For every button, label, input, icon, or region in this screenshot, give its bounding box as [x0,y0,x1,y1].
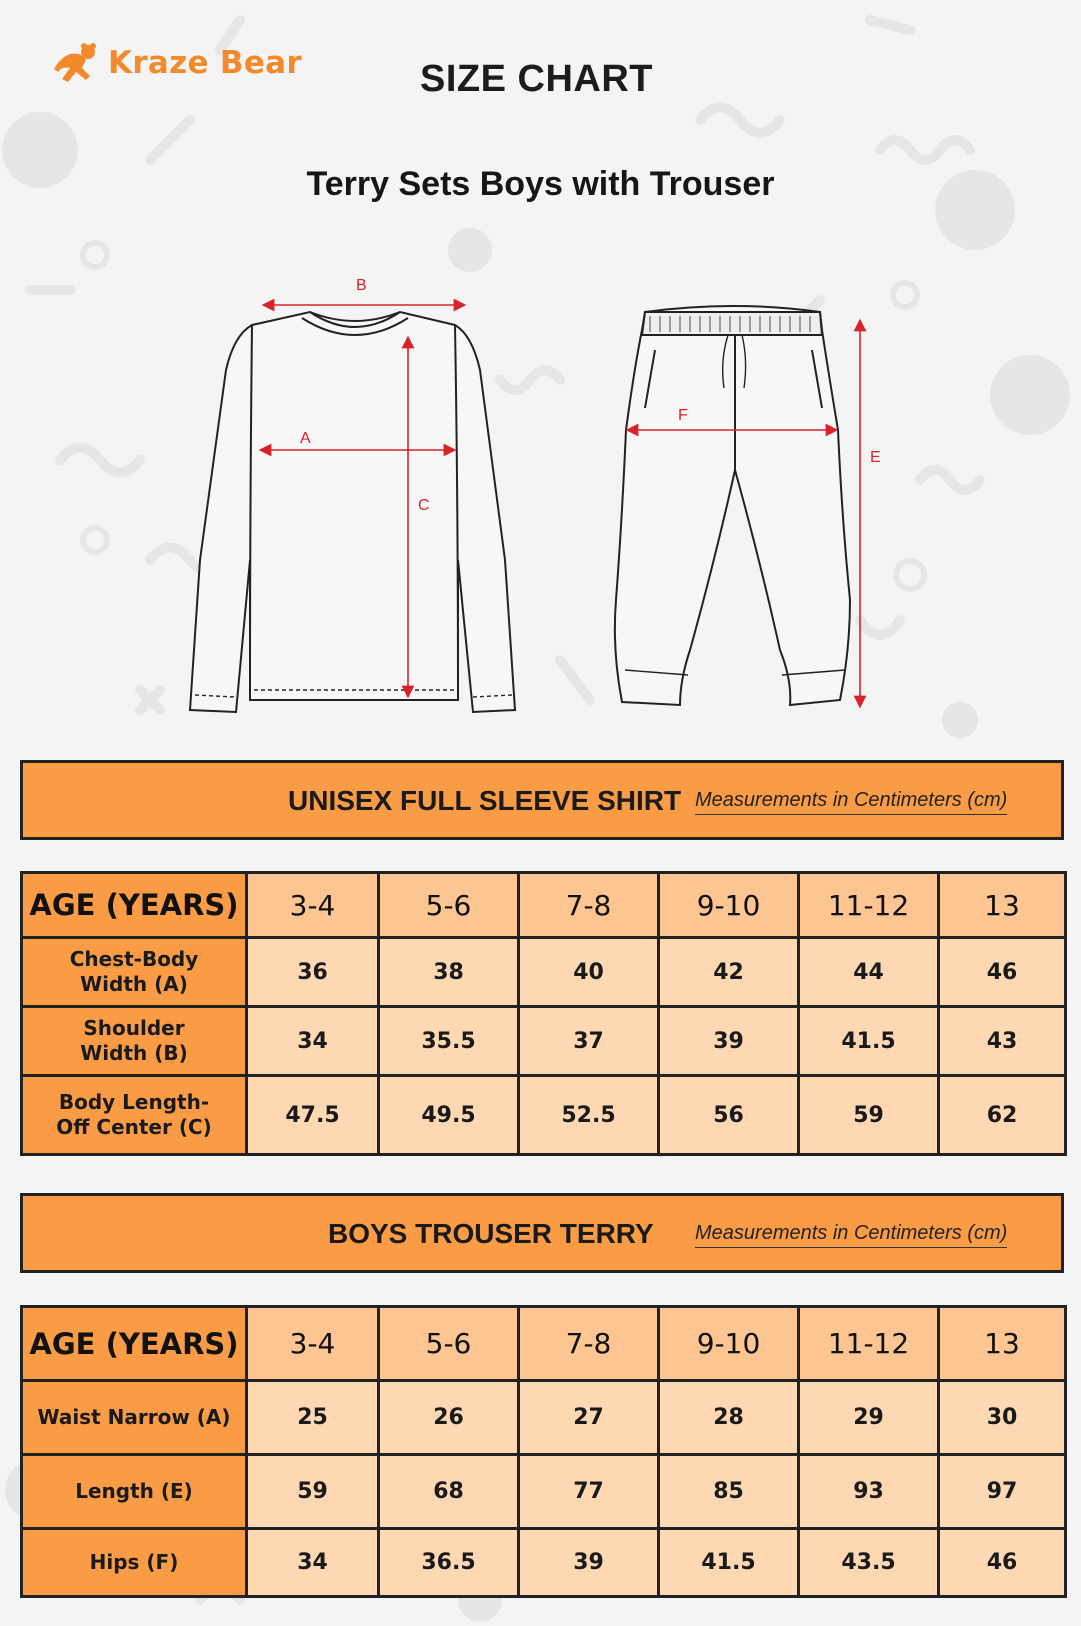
row-label: Hips (F) [22,1529,247,1597]
value-cell: 62 [939,1076,1066,1155]
value-cell: 77 [519,1455,659,1529]
size-header: 3-4 [247,1307,379,1381]
value-cell: 29 [799,1381,939,1455]
shirt-measurement-note: Measurements in Centimeters (cm) [695,789,1007,815]
value-cell: 46 [939,938,1066,1007]
size-header: 9-10 [659,873,799,938]
size-header: 7-8 [519,873,659,938]
brand-name: Kraze Bear [108,45,302,81]
value-cell: 42 [659,938,799,1007]
shirt-section-title: UNISEX FULL SLEEVE SHIRT [288,785,682,816]
value-cell: 41.5 [659,1529,799,1597]
row-label: Length (E) [22,1455,247,1529]
age-header: AGE (YEARS) [22,1307,247,1381]
table-row [22,1381,1066,1455]
value-cell: 43 [939,1007,1066,1076]
brand-logo [52,42,302,84]
table-header-row [22,873,1066,938]
value-cell: 52.5 [519,1076,659,1155]
table-row [22,938,1066,1007]
value-cell: 56 [659,1076,799,1155]
dimension-e-label: E [870,449,881,466]
size-header: 13 [939,1307,1066,1381]
shirt-outline [190,312,515,712]
size-header: 5-6 [379,1307,519,1381]
trouser-outline [615,306,850,705]
value-cell: 36.5 [379,1529,519,1597]
dimension-c-label: C [418,497,430,514]
value-cell: 93 [799,1455,939,1529]
trouser-section-header [20,1193,1064,1273]
row-label: Waist Narrow (A) [22,1381,247,1455]
value-cell: 28 [659,1381,799,1455]
value-cell: 68 [379,1455,519,1529]
value-cell: 40 [519,938,659,1007]
running-bear-logo-icon [52,42,102,84]
size-header: 9-10 [659,1307,799,1381]
value-cell: 26 [379,1381,519,1455]
value-cell: 34 [247,1529,379,1597]
page-title: SIZE CHART [420,58,653,100]
age-header: AGE (YEARS) [22,873,247,938]
size-header: 5-6 [379,873,519,938]
row-label: Shoulder Width (B) [22,1007,247,1076]
size-header: 13 [939,873,1066,938]
value-cell: 27 [519,1381,659,1455]
value-cell: 34 [247,1007,379,1076]
value-cell: 46 [939,1529,1066,1597]
value-cell: 47.5 [247,1076,379,1155]
value-cell: 59 [799,1076,939,1155]
value-cell: 35.5 [379,1007,519,1076]
size-header: 11-12 [799,1307,939,1381]
garment-measurement-diagram [0,255,1081,725]
row-label: Body Length- Off Center (C) [22,1076,247,1155]
trouser-measurement-note: Measurements in Centimeters (cm) [695,1222,1007,1248]
table-row [22,1455,1066,1529]
dimension-f-label: F [678,407,688,424]
size-header: 3-4 [247,873,379,938]
trouser-size-table [20,1305,1067,1598]
value-cell: 38 [379,938,519,1007]
value-cell: 37 [519,1007,659,1076]
value-cell: 39 [519,1529,659,1597]
row-label: Chest-Body Width (A) [22,938,247,1007]
dimension-b-label: B [356,277,367,294]
value-cell: 30 [939,1381,1066,1455]
value-cell: 44 [799,938,939,1007]
value-cell: 97 [939,1455,1066,1529]
value-cell: 25 [247,1381,379,1455]
dimension-a-label: A [300,430,311,447]
value-cell: 43.5 [799,1529,939,1597]
value-cell: 39 [659,1007,799,1076]
trouser-section-title: BOYS TROUSER TERRY [328,1218,654,1249]
shirt-size-table [20,871,1067,1156]
table-row [22,1007,1066,1076]
table-row [22,1529,1066,1597]
value-cell: 41.5 [799,1007,939,1076]
value-cell: 59 [247,1455,379,1529]
table-row [22,1076,1066,1155]
table-header-row [22,1307,1066,1381]
shirt-section-header [20,760,1064,840]
size-header: 7-8 [519,1307,659,1381]
product-title: Terry Sets Boys with Trouser [306,165,775,203]
value-cell: 36 [247,938,379,1007]
value-cell: 49.5 [379,1076,519,1155]
value-cell: 85 [659,1455,799,1529]
size-header: 11-12 [799,873,939,938]
